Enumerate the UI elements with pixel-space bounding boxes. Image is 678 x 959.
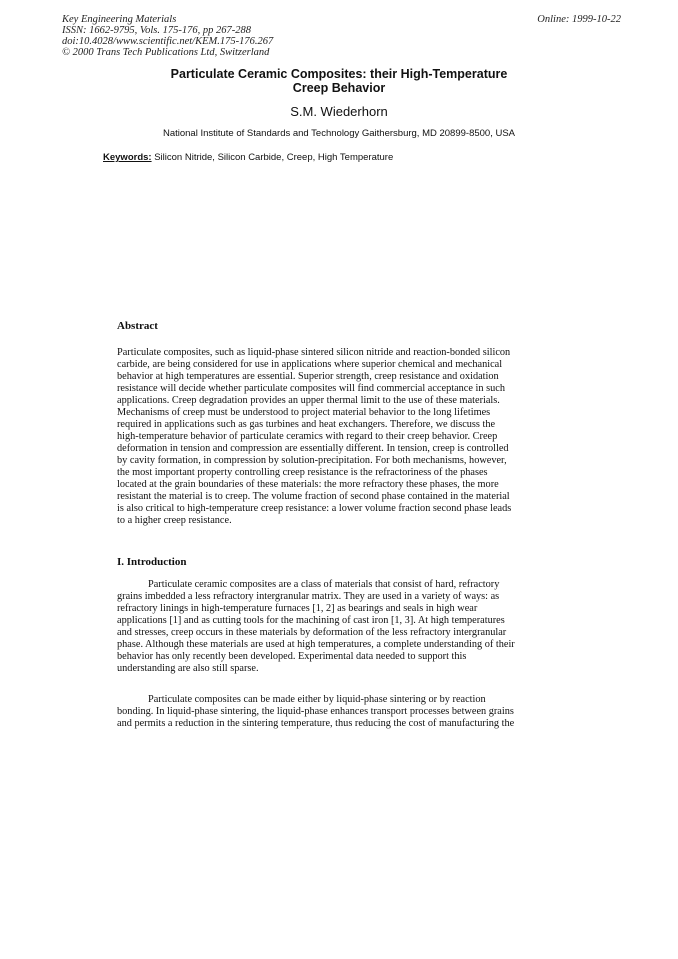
introduction-heading: I. Introduction (117, 556, 187, 568)
abstract-line: resistant the material is to creep. The volume fraction of second phase contained in the material (117, 491, 510, 502)
keywords-label: Keywords: (103, 152, 152, 163)
paragraph-line: phase. Although these materials are used at high temperatures, a complete understanding of their (117, 639, 515, 650)
paragraph-line: Particulate composites can be made either by liquid-phase sintering or by reaction (148, 694, 486, 705)
abstract-line: applications. Creep degradation provides an upper thermal limit to the use of these materials. (117, 395, 500, 406)
paragraph-line: applications [1] and as cutting tools for the machining of cast iron [1, 3]. At high temperatures (117, 615, 505, 626)
abstract-line: resistance will decide whether particulate composites will find commercial acceptance in such (117, 383, 505, 394)
abstract-line: by cavity formation, in compression by solution-precipitation. For both mechanisms, however, (117, 455, 507, 466)
online-date: Online: 1999-10-22 (537, 14, 621, 25)
keywords-text: Silicon Nitride, Silicon Carbide, Creep, High Temperature (154, 152, 394, 163)
introduction-paragraph-1 (117, 579, 547, 675)
abstract-line: behavior at high temperatures are essential. Superior strength, creep resistance and oxidation (117, 371, 499, 382)
paragraph-line: and permits a reduction in the sintering temperature, thus reducing the cost of manufacturing the (117, 718, 515, 729)
keywords (103, 152, 393, 163)
abstract-line: high-temperature behavior of particulate ceramics with regard to their creep behavior. Creep (117, 431, 498, 442)
abstract-line: required in applications such as gas turbines and heat exchangers. Therefore, we discuss the (117, 419, 496, 430)
affiliation: National Institute of Standards and Technology Gaithersburg, MD 20899-8500, USA (162, 128, 516, 139)
title-line-1: Particulate Ceramic Composites: their High-Temperature (170, 67, 508, 81)
author: S.M. Wiederhorn (290, 104, 388, 119)
copyright-line: © 2000 Trans Tech Publications Ltd, Switzerland (62, 47, 270, 58)
issn-line: ISSN: 1662-9795, Vols. 175-176, pp 267-288 (62, 25, 251, 36)
journal-name: Key Engineering Materials (62, 14, 177, 25)
paragraph-line: bonding. In liquid-phase sintering, the liquid-phase enhances transport processes between grains (117, 706, 514, 717)
doi-line[interactable]: doi:10.4028/www.scientific.net/KEM.175-176.267 (62, 36, 274, 47)
abstract-line: to a higher creep resistance. (117, 515, 232, 526)
abstract-line: carbide, are being considered for use in applications where superior chemical and mechanical (117, 359, 503, 370)
paragraph-line: and stresses, creep occurs in these materials by deformation of the less refractory intergranular (117, 627, 507, 638)
paragraph-line: grains imbedded a less refractory intergranular matrix. They are used in a variety of ways: as (117, 591, 500, 602)
abstract-line: the most important property controlling creep resistance is the refractoriness of the phases (117, 467, 488, 478)
abstract-heading: Abstract (117, 320, 158, 332)
paragraph-line: refractory linings in high-temperature furnaces [1, 2] as bearings and seals in high wear (117, 603, 478, 614)
introduction-paragraph-2 (117, 694, 547, 730)
abstract-line: is also critical to high-temperature creep resistance: a lower volume fraction second phase leads (117, 503, 512, 514)
paper-title (0, 67, 678, 95)
abstract-line: Mechanisms of creep must be understood to project material behavior to the long lifetimes (117, 407, 491, 418)
abstract-body (117, 347, 547, 527)
abstract-line: Particulate composites, such as liquid-phase sintered silicon nitride and reaction-bonded silicon (117, 347, 511, 358)
abstract-line: located at the grain boundaries of these materials: the more refractory these phases, the more (117, 479, 499, 490)
paragraph-line: behavior has only recently been developed. Experimental data needed to support this (117, 651, 467, 662)
paragraph-line: Particulate ceramic composites are a class of materials that consist of hard, refractory (148, 579, 500, 590)
abstract-line: deformation in tension and compression are essentially different. In tension, creep is controlled (117, 443, 509, 454)
paragraph-line: understanding are also still sparse. (117, 663, 259, 674)
journal-header (62, 14, 273, 58)
title-line-2: Creep Behavior (292, 81, 386, 95)
